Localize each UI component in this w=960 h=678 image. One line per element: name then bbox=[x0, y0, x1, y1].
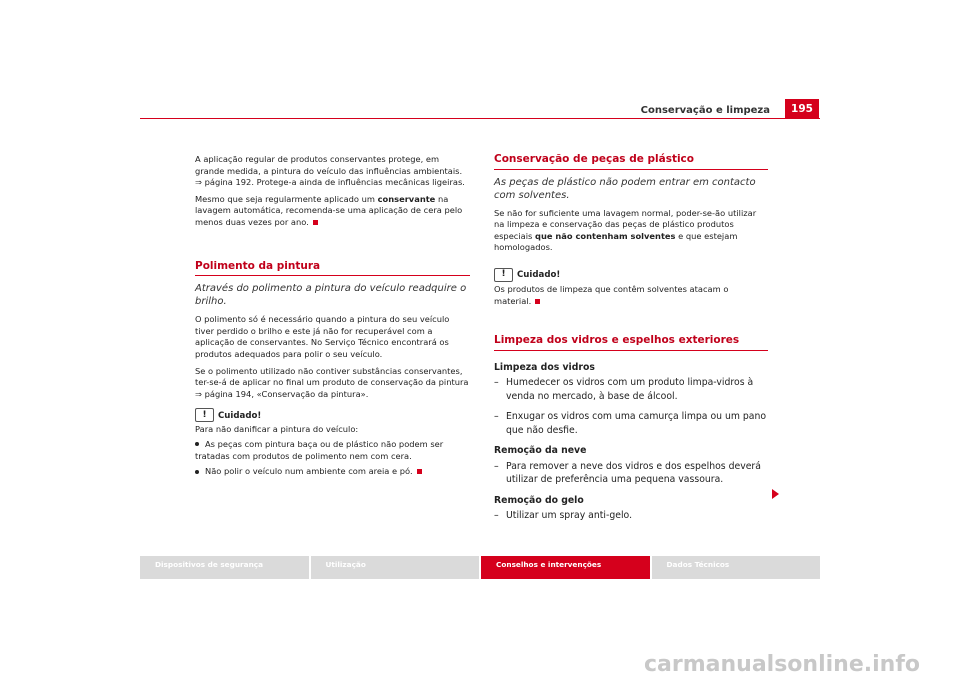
bullet-item bbox=[195, 439, 470, 462]
polimento-paragraph-2: Se o polimento utilizado não contiver substâncias conservantes, ter-se-á de aplicar no final um produto de conservação da pintura ⇒ página 194, «Conservação da pintura». bbox=[195, 365, 469, 399]
section-subtitle-polimento: Através do polimento a pintura do veículo readquire o brilho. bbox=[195, 283, 467, 308]
left-column bbox=[195, 154, 470, 482]
plastico-text-a: Se não for suficiente uma lavagem normal, poder-se-ão utilizar na limpeza e conservação das peças de plástico produtos especiais bbox=[494, 207, 757, 241]
intro-paragraph-1: A aplicação regular de produtos conservantes protege, em grande medida, a pintura do veículo das influências ambientais. ⇒ página 192. Protege-a ainda de influências mecânicas ligeiras. bbox=[195, 154, 465, 188]
warning-title: Cuidado! bbox=[218, 410, 262, 421]
polimento-paragraph-1: O polimento só é necessário quando a pintura do seu veículo tiver perdido o brilho e este já não for recuperável com a aplicação de conservantes. No Serviço Técnico encontrará os produtos adequados para polir o seu veículo. bbox=[195, 314, 450, 359]
list-item: – Para remover a neve dos vidros e dos espelhos deverá utilizar de preferência uma pequena vassoura. bbox=[494, 460, 761, 486]
page-header-title: Conservação e limpeza bbox=[640, 105, 770, 116]
section-subtitle-plastico: As peças de plástico não podem entrar em contacto com solventes. bbox=[494, 176, 756, 201]
watermark: carmanualsonline.info bbox=[644, 652, 920, 677]
heading-limpeza-vidros: Limpeza dos vidros bbox=[494, 361, 595, 373]
warning-icon: ! bbox=[494, 268, 513, 282]
plastico-bold: que não contenham solventes bbox=[535, 230, 676, 241]
list-item: – Utilizar um spray anti-gelo. bbox=[494, 510, 633, 522]
intro-text-a: Mesmo que seja regularmente aplicado um bbox=[195, 193, 378, 204]
footer-nav bbox=[140, 556, 820, 579]
list-item-text: Enxugar os vidros com uma camurça limpa ou um pano que não desfie. bbox=[506, 411, 767, 436]
bullet-icon bbox=[195, 442, 199, 446]
intro-bold: conservante bbox=[377, 193, 436, 204]
header-rule bbox=[140, 118, 820, 119]
right-column bbox=[494, 154, 768, 530]
plastico-paragraph bbox=[494, 208, 768, 254]
warning-header bbox=[494, 268, 768, 282]
warning-intro: Para não danificar a pintura do veículo: bbox=[195, 424, 359, 435]
next-page-arrow-icon[interactable] bbox=[772, 489, 779, 499]
end-mark-icon bbox=[535, 299, 540, 304]
tab-dados-tecnicos[interactable]: Dados Técnicos bbox=[652, 556, 821, 579]
intro-text-b: na lavagem automática, recomenda-se uma aplicação de cera pelo menos duas vezes por ano. bbox=[195, 193, 463, 227]
list-item-text: Humedecer os vidros com um produto limpa-vidros à venda no mercado, à base de álcool. bbox=[506, 377, 754, 402]
list-item-text: Utilizar um spray anti-gelo. bbox=[506, 510, 633, 522]
tab-conselhos-intervencoes[interactable]: Conselhos e intervenções bbox=[481, 556, 650, 579]
section-title-plastico: Conservação de peças de plástico bbox=[494, 154, 768, 170]
warning-title: Cuidado! bbox=[517, 270, 561, 281]
bullet-text: As peças com pintura baça ou de plástico não podem ser tratadas com produtos de polimento nem com cera. bbox=[195, 438, 444, 461]
warning-text-body: Os produtos de limpeza que contêm solventes atacam o material. bbox=[494, 283, 729, 306]
end-mark-icon bbox=[313, 220, 318, 225]
section-title-polimento: Polimento da pintura bbox=[195, 261, 470, 277]
bullet-icon bbox=[195, 470, 199, 474]
warning-text bbox=[494, 284, 768, 307]
list-item-text: Para remover a neve dos vidros e dos espelhos deverá utilizar de preferência uma pequena vassoura. bbox=[506, 460, 761, 486]
intro-paragraph-2 bbox=[195, 194, 470, 229]
list-item: – Humedecer os vidros com um produto limpa-vidros à venda no mercado, à base de álcool. bbox=[494, 377, 754, 402]
section-title-vidros: Limpeza dos vidros e espelhos exteriores bbox=[494, 335, 768, 351]
bullet-item bbox=[195, 466, 470, 478]
plastico-text-b: e que estejam homologados. bbox=[494, 230, 738, 253]
bullet-text: Não polir o veículo num ambiente com areia e pó. bbox=[205, 466, 413, 477]
tab-dispositivos-seguranca[interactable]: Dispositivos de segurança bbox=[140, 556, 309, 579]
tab-utilizacao[interactable]: Utilização bbox=[311, 556, 480, 579]
list-item: – Enxugar os vidros com uma camurça limpa ou um pano que não desfie. bbox=[494, 411, 767, 436]
heading-remocao-gelo: Remoção do gelo bbox=[494, 494, 584, 506]
warning-icon: ! bbox=[195, 408, 214, 422]
page-number: 195 bbox=[785, 99, 819, 118]
warning-header bbox=[195, 408, 470, 422]
heading-remocao-neve: Remoção da neve bbox=[494, 445, 587, 457]
vidros-content bbox=[494, 361, 768, 523]
end-mark-icon bbox=[417, 469, 422, 474]
